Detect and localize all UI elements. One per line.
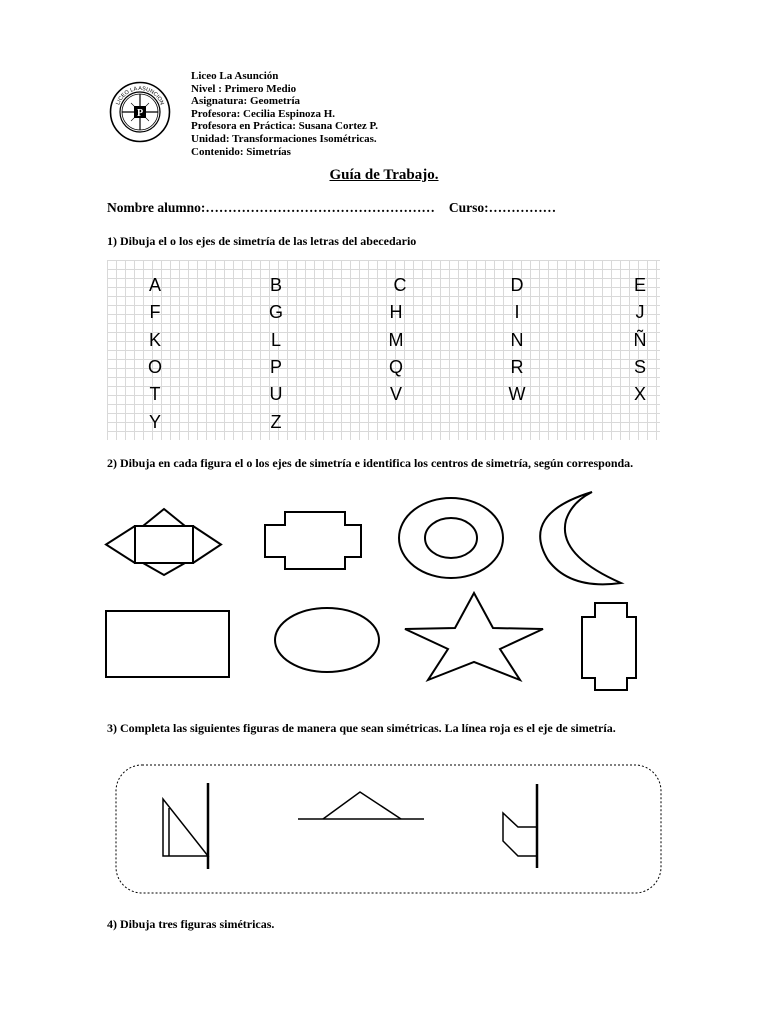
letter-O: O bbox=[147, 357, 162, 377]
student-name-field[interactable]: Nombre alumno:…………………………………………… bbox=[107, 200, 435, 215]
letter-W: W bbox=[508, 384, 526, 404]
letter-U: U bbox=[269, 384, 283, 404]
completion-box bbox=[116, 765, 661, 893]
header-content: Contenido: Simetrías bbox=[191, 145, 291, 158]
ellipse-shape bbox=[275, 608, 379, 672]
letter-P: P bbox=[269, 357, 282, 377]
course-field[interactable]: Curso:…………… bbox=[448, 200, 557, 215]
question-1: 1) Dibuja el o los ejes de simetría de las letras del abecedario bbox=[107, 234, 417, 248]
ring-shape bbox=[399, 498, 503, 578]
rectangle-shape bbox=[106, 611, 229, 677]
letter-L: L bbox=[270, 330, 281, 350]
page-title: Guía de Trabajo. bbox=[329, 167, 439, 183]
letter-R: R bbox=[510, 357, 524, 377]
letter-M: M bbox=[388, 330, 404, 350]
half-trapezoid-shape bbox=[503, 813, 536, 856]
letter-I: I bbox=[514, 302, 520, 322]
star-shape bbox=[405, 593, 543, 680]
header-level: Nivel : Primero Medio bbox=[191, 82, 297, 95]
half-triangle-shape bbox=[163, 799, 208, 856]
letter-D: D bbox=[510, 275, 524, 295]
header-school: Liceo La Asunción bbox=[191, 70, 279, 82]
question-3: 3) Completa las siguientes figuras de manera que sean simétricas. La línea roja es el eje de simetría. bbox=[107, 721, 616, 735]
question-4: 4) Dibuja tres figuras simétricas. bbox=[107, 917, 275, 931]
letter-S: S bbox=[633, 357, 646, 377]
letter-K: K bbox=[148, 330, 161, 350]
letter-Y: Y bbox=[148, 412, 161, 432]
half-roof-shape bbox=[323, 792, 401, 819]
letter-N: N bbox=[510, 330, 524, 350]
rectangle-with-triangles-shape bbox=[106, 509, 221, 575]
svg-text:LICEO LA ASUNCION: LICEO LA ASUNCION bbox=[115, 85, 165, 106]
letter-G: G bbox=[268, 302, 283, 322]
header-practice-teacher: Profesora en Práctica: Susana Cortez P. bbox=[191, 120, 378, 133]
letter-E: E bbox=[633, 275, 646, 295]
letter-X: X bbox=[633, 384, 646, 404]
question-2: 2) Dibuja en cada figura el o los ejes de simetría e identifica los centros de simetría, según corresponda. bbox=[107, 456, 634, 470]
vertical-cross-shape bbox=[582, 603, 636, 690]
letter-B: B bbox=[269, 275, 282, 295]
letter-Z: Z bbox=[270, 412, 282, 432]
letter-V: V bbox=[389, 384, 402, 404]
header-subject: Asignatura: Geometría bbox=[191, 95, 301, 108]
crescent-shape bbox=[540, 492, 621, 584]
header-teacher: Profesora: Cecilia Espinoza H. bbox=[191, 107, 335, 120]
letter-C: C bbox=[393, 275, 407, 295]
cross-shape bbox=[265, 512, 361, 569]
letter-H: H bbox=[389, 302, 403, 322]
letter-enye: Ñ bbox=[633, 330, 647, 350]
svg-text:P: P bbox=[136, 108, 144, 119]
letter-F: F bbox=[149, 302, 161, 322]
letter-A: A bbox=[148, 275, 161, 295]
header-unit: Unidad: Transformaciones Isométricas. bbox=[191, 132, 377, 145]
letter-Q: Q bbox=[388, 357, 403, 377]
letter-T: T bbox=[149, 384, 161, 404]
letter-J: J bbox=[635, 302, 645, 322]
